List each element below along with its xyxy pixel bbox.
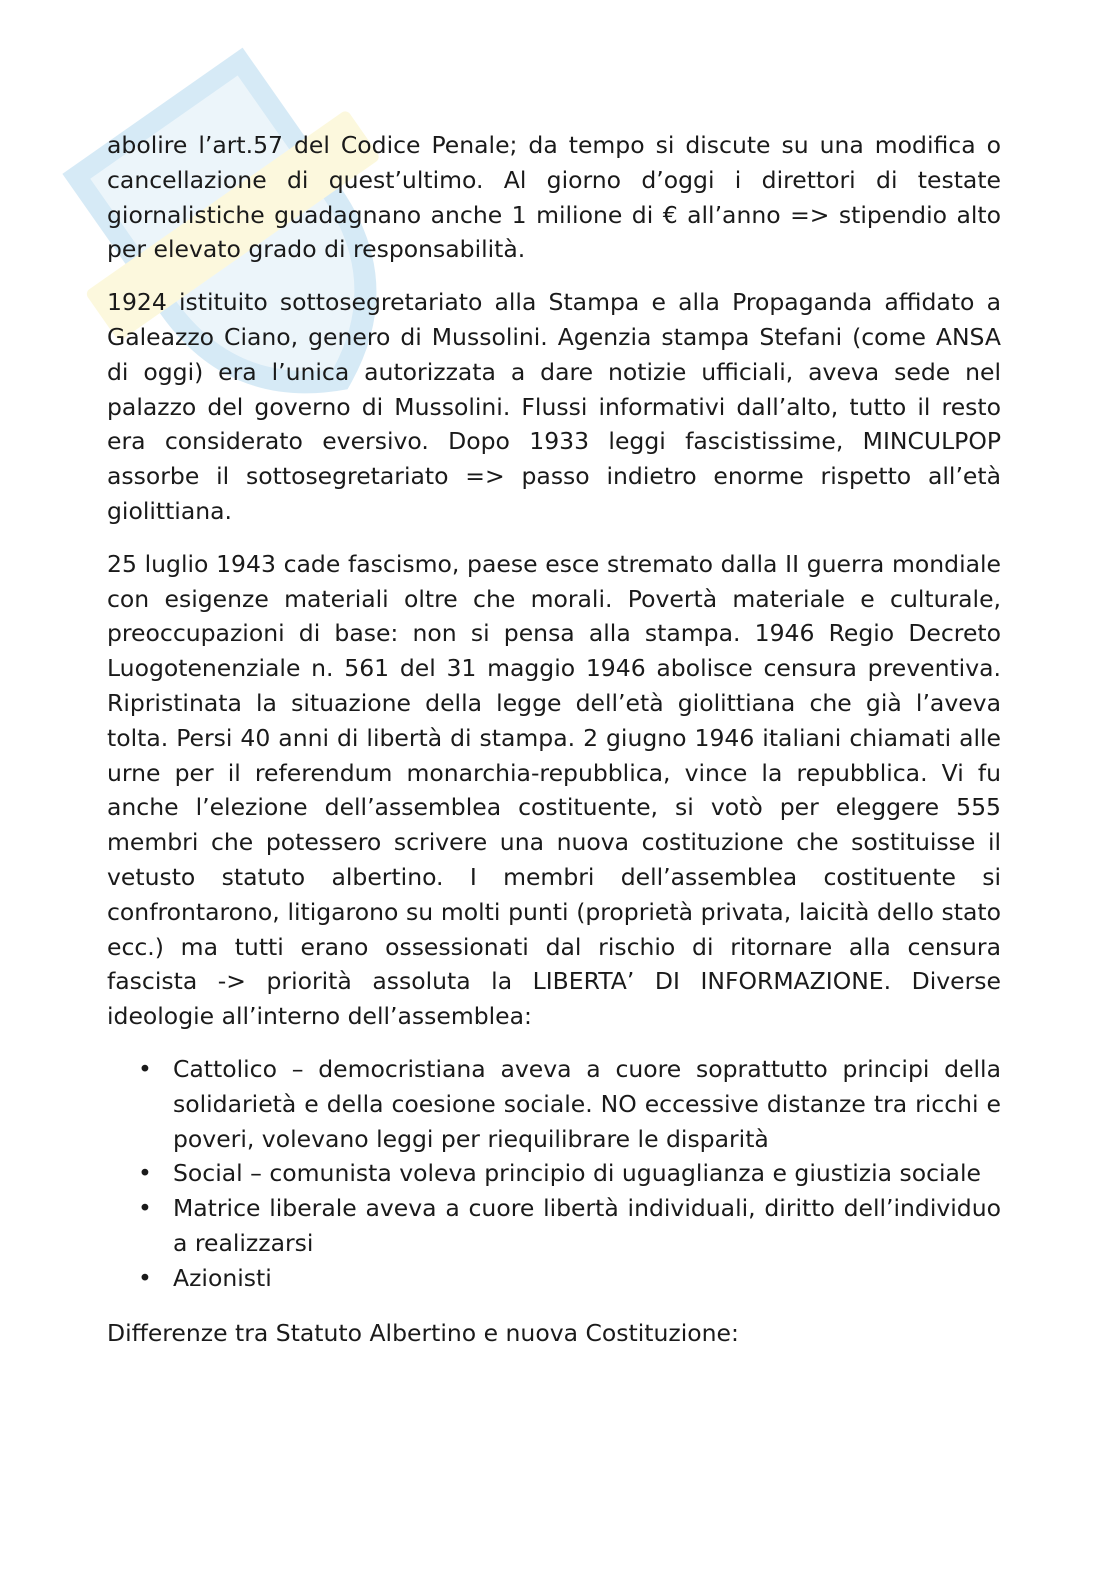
list-item-text: Cattolico – democristiana aveva a cuore soprattutto principi della solidarietà e della coesione sociale. NO eccessive distanze tra ricchi e poveri, volevano leggi per riequilibrare le disparità [173, 1054, 1001, 1153]
bullet-icon: • [138, 1194, 152, 1223]
paragraph-art57: abolire l’art.57 del Codice Penale; da tempo si discute su una modifica o cancellazione di quest’ultimo. Al giorno d’oggi i direttori di testate giornalistiche guadagnano anche 1 milione di € all’anno => stipendio alto per elevato grado di responsabilità. [107, 131, 1001, 264]
bullet-icon: • [138, 1263, 152, 1292]
ideologies-list [107, 1052, 1001, 1296]
list-item-text: Social – comunista voleva principio di uguaglianza e giustizia sociale [173, 1159, 981, 1188]
list-item [107, 1261, 1001, 1296]
list-item-text: Azionisti [173, 1263, 272, 1292]
document-body [107, 128, 1001, 1368]
list-item [107, 1191, 1001, 1261]
list-item [107, 1052, 1001, 1156]
paragraph-1924: 1924 istituito sottosegretariato alla Stampa e alla Propaganda affidato a Galeazzo Ciano, genero di Mussolini. Agenzia stampa Stefani (come ANSA di oggi) era l’unica autorizzata a dare notizie ufficiali, aveva sede nel palazzo del governo di Mussolini. Flussi informativi dall’alto, tutto il resto era considerato eversivo. Dopo 1933 leggi fascistissime, MINCULPOP assorbe il sottosegretariato => passo indietro enorme rispetto all’età giolittiana. [107, 288, 1001, 525]
list-item-text: Matrice liberale aveva a cuore libertà individuali, diritto dell’individuo a realizzarsi [173, 1194, 1001, 1257]
list-item [107, 1156, 1001, 1191]
closing-line: Differenze tra Statuto Albertino e nuova Costituzione: [107, 1318, 739, 1347]
bullet-icon: • [138, 1159, 152, 1188]
paragraph-1943: 25 luglio 1943 cade fascismo, paese esce stremato dalla II guerra mondiale con esigenze materiali oltre che morali. Povertà materiale e culturale, preoccupazioni di base: non si pensa alla stampa. 1946 Regio Decreto Luogotenenziale n. 561 del 31 maggio 1946 abolisce censura preventiva. Ripristinata la situazione della legge dell’età giolittiana che già l’aveva tolta. Persi 40 anni di libertà di stampa. 2 giugno 1946 italiani chiamati alle urne per il referendum monarchia-repubblica, vince la repubblica. Vi fu anche l’elezione dell’assemblea costituente, si votò per eleggere 555 membri che potessero scrivere una nuova costituzione che sostituisse il vetusto statuto albertino. I membri dell’assemblea costituente si confrontarono, litigarono su molti punti (proprietà privata, laicità dello stato ecc.) ma tutti erano ossessionati dal rischio di ritornare alla censura fascista -> priorità assoluta la LIBERTA’ DI INFORMAZIONE. Diverse ideologie all’interno dell’assemblea: [107, 549, 1001, 1031]
bullet-icon: • [138, 1054, 152, 1083]
